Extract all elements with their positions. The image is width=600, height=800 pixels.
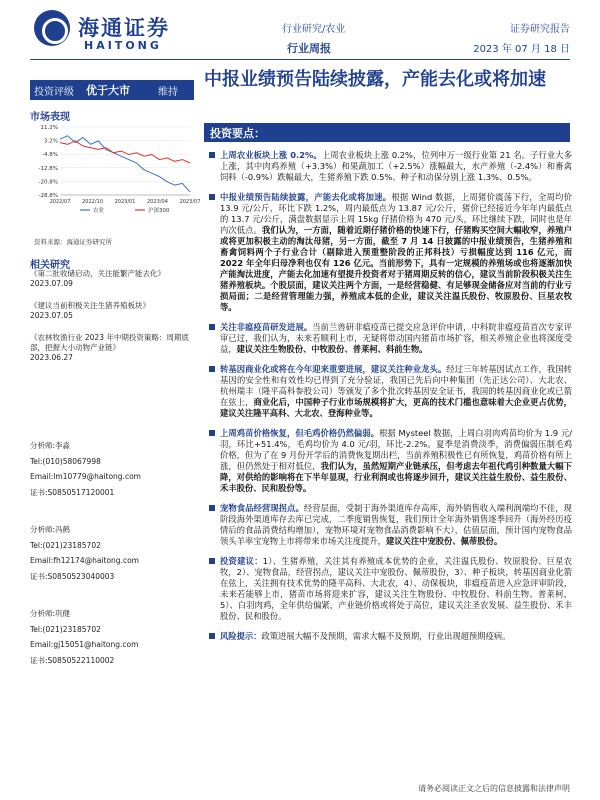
analyst-cert: 证书:S0850523040003	[30, 571, 115, 581]
analyst-cert: 证书:S0850522110002	[30, 655, 115, 665]
bullet-square-icon	[209, 194, 215, 200]
related-item-date: 2023.06.27	[30, 353, 73, 362]
market-chart	[30, 121, 201, 214]
bullet-square-icon	[209, 505, 215, 511]
related-item[interactable]	[30, 301, 194, 333]
analyst-card	[30, 606, 194, 690]
bullet-square-icon	[209, 152, 215, 158]
key-point-heading: 上周农业板块上涨 0.2%。	[220, 150, 322, 160]
related-item-title[interactable]: 《第二批收储启动，关注能繁产能去化》	[30, 269, 165, 278]
key-point	[204, 322, 572, 355]
key-point-emphasis: 建议关注中宠股份、佩蒂股份。	[385, 536, 503, 546]
analyst-tel: Tel:(021)23185702	[30, 624, 101, 634]
key-point-body: 1）、生猪养殖，关注其有养殖成本优势的企业，关注温氏股份、牧原股份、巨星农牧，2）、宠物食品，经营拐点，建议关注中宠股份、佩蒂股份，3）、种子板块，转基因商业化箭在弦上，关注拥有技术优势的隆平高科、大北农，4）、动保板块，非瘟疫苗进入应急评审阶段，未来若能够上市，猪苗市场将迎来扩容，建议关注生物股份、中牧股份、科前生物、普莱柯，5）、白羽肉鸡，全年供给偏紧，产业链价格或将处于高位，建议关注圣农发展、益生股份、禾丰股份、民和股份。	[220, 556, 572, 621]
chart-xtick-label: 2023/07	[179, 199, 201, 205]
bullet-square-icon	[209, 366, 215, 372]
chart-xtick-label: 2023/01	[114, 199, 136, 205]
key-point-emphasis: 建议关注生物股份、中牧股份、普莱柯、科前生物。	[236, 344, 428, 354]
related-item-title[interactable]: 《建议当前积极关注生猪养殖板块》	[30, 301, 150, 310]
market-chart-svg	[30, 121, 201, 214]
chart-source: 资料来源：海通证券研究所	[34, 238, 112, 246]
key-point-heading: 宠物食品经营现拐点。	[220, 503, 304, 513]
key-point-body: 经营层面，受制于海外渠道库存高库，海外销售收入端利润端均不佳，现阶段海外渠道库存去库已完成，二季度销售恢复，我们预计全年海外销售逐季回升（海外经历疫情后的食品消费结构增加），宠物环境对宠物食品消费影响不大），估值层面，预计国内宠物食品领头羊率宝宠物上市将带来市场关注度提升，	[220, 503, 572, 546]
key-point-body: 政策进展大幅不及预期，需求大幅不及预期，行业出现超预期疫病。	[261, 631, 511, 641]
report-title: 中报业绩预告陆续披露，产能去化或将加速	[204, 69, 546, 90]
investment-rating	[30, 80, 194, 100]
analyst-name: 分析师:巩健	[30, 609, 71, 618]
bullet-square-icon	[209, 558, 215, 564]
related-item-title[interactable]: 《农林牧渔行业 2023 年中期投资策略：周期底部，把握大小动物产业链》	[30, 333, 189, 352]
related-title: 相关研究	[30, 260, 70, 271]
logo-cn: 海通证券	[78, 15, 170, 40]
key-point	[204, 364, 572, 419]
key-point-body: 上周农业板块上涨 0.2%，位列申万一级行业第 21 名。子行业大多上涨，其中肉鸡养殖（+3.3%）和果蔬加工（+2.5%）涨幅最大，水产养殖（-2.4%）和畜禽饲料（-0.9%）跌幅最大，生猪养殖下跌 0.5%、种子和动保分别上涨 1.3%、0.5%。	[220, 150, 572, 182]
haitong-logo	[34, 10, 184, 54]
key-point-heading: 风险提示：	[220, 631, 262, 641]
key-point-emphasis: 商业化后，中国种子行业市场规模将扩大，更高的技术门槛也意味着大企业更占优势，建议关注隆平高科、大北农、登海种业等。	[220, 397, 572, 418]
key-points-label: 投资要点：	[210, 127, 265, 140]
logo-mark-icon	[34, 10, 70, 46]
related-research	[30, 269, 194, 377]
key-point-body: 根据 Mysteel 数据，上周白羽肉鸡苗均价为 1.9 元/羽，环比+51.4%，毛鸡均价为 4.0 元/羽，环比-2.2%。夏季是消费淡季，消费偏弱压制毛鸡价格，但为了在 9 月份开学后的消费恢复期出栏，当前养殖积极性已有所恢复，鸡苗价格有所上涨，但仍然处于相对低位，	[220, 428, 572, 471]
footer-disclaimer: 请务必阅读正文之后的信息披露和法律声明	[418, 784, 570, 793]
key-points-list	[204, 150, 572, 651]
analyst-list	[30, 438, 194, 690]
analyst-tel: Tel:(021)23185702	[30, 540, 101, 550]
analyst-email[interactable]: Email:lm10779@haitong.com	[30, 472, 141, 481]
report-date: 2023 年 07 月 18 日	[473, 44, 570, 55]
key-point-body: 经过三年转基因试点工作，我国转基因的安全性和有效性均已得到了充分验证，我国已先后向中种集团（先正达公司）、大北农、杭州瑞丰（隆平高科参股公司）等颁发了多个批次转基因安全证书，我国的转基因商业化或已箭在弦上，	[220, 364, 572, 407]
chart-xtick-label: 2022/07	[49, 199, 71, 205]
bullet-square-icon	[209, 633, 215, 639]
chart-ytick-label: 11.2%	[40, 125, 58, 131]
market-title: 市场表现	[30, 112, 70, 123]
key-point-heading: 中报业绩预告陆续披露，产能去化或将加速。	[220, 192, 392, 202]
header-divider	[30, 59, 570, 60]
related-item-date: 2023.07.05	[30, 311, 73, 320]
key-point-emphasis: 我们认为，虽然短期产业链承压，但考虑去年祖代鸡引种数量大幅下降，对供给的影响将在下半年显现，行业利润或也将逐步回升，建议关注益生股份、益生股份、禾丰股份、民和股份等。	[220, 461, 572, 493]
analyst-cert: 证书:S0850517120001	[30, 487, 115, 497]
key-point	[204, 631, 572, 642]
key-point-heading: 转基因商业化或将在今年迎来重要进展，建议关注种业龙头。	[220, 364, 447, 374]
key-point-heading: 关注非瘟疫苗研发进展。	[220, 322, 313, 332]
logo-en: HAITONG	[84, 39, 162, 52]
report-weekly: 行业周报	[287, 42, 331, 55]
key-point-body: 根据 Wind 数据，上周猪价震荡下行，全周均价 13.9 元/公斤，环比下跌 1.2%，周内最低点为 13.87 元/公斤，猪价已经接近今年年内最低点的 13.7 元/公斤，满盘数据显示上周 15kg 仔猪价格为 470 元/头，环比继续下跌，同时也是年内次低点。	[220, 192, 572, 235]
bullet-square-icon	[209, 324, 215, 330]
chart-xtick-label: 2023/04	[147, 199, 168, 205]
analyst-email[interactable]: Email:gj15051@haitong.com	[30, 640, 139, 649]
key-point-body: 当前兰兽研非瘟疫苗已提交应急评价申请，中科院非瘟疫苗首次专家评审已过，我们认为，未来若顺利上市，无疑将带动国内猪苗市场扩容，相关养殖企业也将深度受益，	[220, 322, 572, 354]
report-header	[0, 0, 600, 60]
key-point-heading: 投资建议：	[220, 556, 263, 566]
chart-legend-label: 农业	[93, 208, 105, 214]
analyst-name: 分析师:李淼	[30, 441, 71, 450]
related-item[interactable]	[30, 269, 194, 301]
chart-ytick-label: -4.8%	[42, 152, 58, 159]
bullet-square-icon	[209, 430, 215, 436]
rating-label: 投资评级	[34, 87, 74, 98]
analyst-tel: Tel:(010)58067998	[30, 456, 101, 466]
key-point	[204, 192, 572, 313]
chart-legend-label: 沪深300	[148, 208, 170, 214]
chart-ytick-label: -12.8%	[38, 165, 58, 172]
key-point-heading: 上周鸡苗价格恢复，但毛鸡价格仍然偏弱。	[220, 428, 380, 438]
rating-value: 优于大市	[86, 84, 130, 97]
chart-series-line-2	[60, 141, 190, 163]
chart-ytick-label: 3.2%	[44, 138, 58, 145]
key-point	[204, 556, 572, 622]
related-item[interactable]	[30, 333, 194, 377]
chart-xtick-label: 2022/10	[82, 199, 103, 205]
key-point	[204, 150, 572, 183]
analyst-card	[30, 438, 194, 522]
key-point	[204, 503, 572, 547]
report-type: 证券研究报告	[510, 24, 570, 35]
analyst-email[interactable]: Email:fh12174@haitong.com	[30, 556, 139, 565]
report-category: 行业研究/农业	[282, 24, 346, 35]
chart-ytick-label: -20.8%	[38, 179, 58, 186]
analyst-card	[30, 522, 194, 606]
rating-action: 维持	[158, 87, 178, 98]
related-item-date: 2023.07.09	[30, 279, 73, 288]
chart-ytick-label: -28.8%	[38, 193, 58, 199]
analyst-name: 分析师:冯鹤	[30, 525, 71, 534]
key-point-emphasis: 我们认为，一方面，随着近期仔猪价格的快速下行，仔猪购买空间大幅收窄，养殖户或将更加积极主动的淘汰母猪，另一方面，截至 7 月 14 日披露的中报业绩预告，生猪养殖和畜禽饲料两个子行业合计（剔除进入预重整阶段的正邦科技）亏损幅度达到 116 亿元，而 2022 年全年归母净利也仅有 126 亿元。当前形势下，具有一定规模的养殖场或也将逐渐加快产能淘汰进度，产能去化加速有望提升投资者对于猪周期反转的信心，建议当前阶段积极关注生猪养殖板块。个股层面，建议关注两个方面，一是经营稳健、有足够现金储备应对当前的行业亏损局面；二是经营管理能力强，养殖成本低的企业，建议关注温氏股份、牧原股份、巨星农牧等。	[220, 225, 572, 312]
key-point	[204, 428, 572, 494]
key-points-header	[204, 123, 570, 142]
